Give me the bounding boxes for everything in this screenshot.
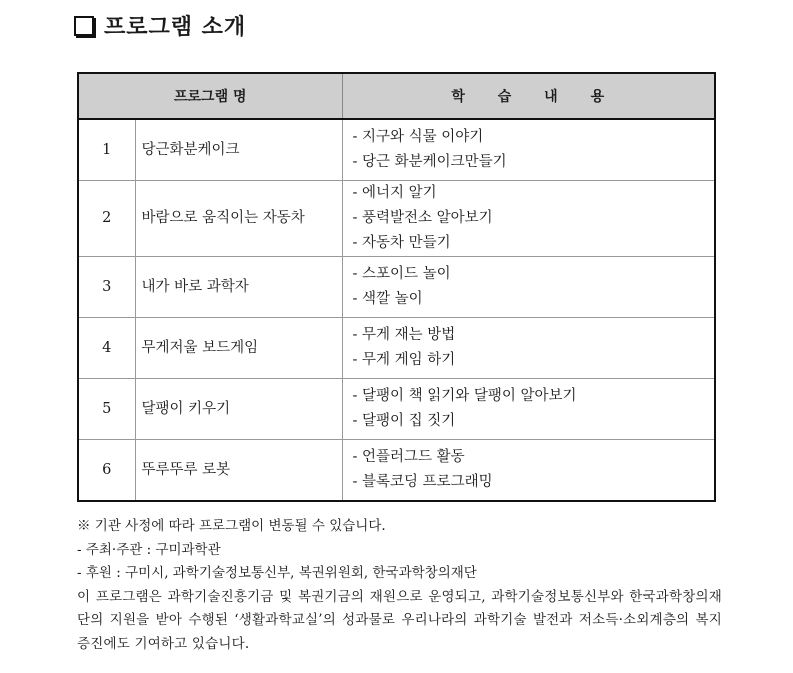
header-learning-content: 학 습 내 용 <box>342 73 715 119</box>
content-line: - 블록코딩 프로그래밍 <box>352 474 493 490</box>
program-table <box>77 72 716 502</box>
row-number: 1 <box>78 119 135 181</box>
notes-section <box>77 515 722 656</box>
row-number: 4 <box>78 318 135 379</box>
organizer-note: - 주최·주관 : 구미과학관 <box>77 541 221 558</box>
header-program-name: 프로그램 명 <box>78 73 342 119</box>
learning-content <box>342 257 715 318</box>
sponsor-note: - 후원 : 구미시, 과학기술정보통신부, 복권위원회, 한국과학창의재단 <box>77 565 477 581</box>
content-line: - 당근 화분케이크만들기 <box>352 154 507 170</box>
table-row <box>78 119 715 181</box>
checkbox-icon <box>74 16 94 36</box>
content-line: - 색깔 놀이 <box>352 291 423 307</box>
learning-content <box>342 379 715 440</box>
row-number: 2 <box>78 181 135 257</box>
program-name: 무게저울 보드게임 <box>135 318 342 379</box>
table-row <box>78 379 715 440</box>
table-row <box>78 318 715 379</box>
learning-content <box>342 119 715 181</box>
content-line: - 달팽이 집 짓기 <box>352 413 456 429</box>
section-title-text: 프로그램 소개 <box>104 15 247 40</box>
row-number: 6 <box>78 440 135 502</box>
content-line: - 무게 게임 하기 <box>352 352 456 368</box>
content-line: - 달팽이 책 읽기와 달팽이 알아보기 <box>352 388 577 404</box>
content-line: - 자동차 만들기 <box>352 235 451 251</box>
program-name: 내가 바로 과학자 <box>135 257 342 318</box>
section-title <box>74 10 246 41</box>
content-line: - 무게 재는 방법 <box>352 327 456 343</box>
content-line: - 풍력발전소 알아보기 <box>352 210 493 226</box>
program-name: 바람으로 움직이는 자동차 <box>135 181 342 257</box>
learning-content <box>342 318 715 379</box>
table-row <box>78 181 715 257</box>
program-name: 달팽이 키우기 <box>135 379 342 440</box>
content-line: - 지구와 식물 이야기 <box>352 129 484 145</box>
learning-content <box>342 440 715 502</box>
program-name: 뚜루뚜루 로봇 <box>135 440 342 502</box>
row-number: 5 <box>78 379 135 440</box>
row-number: 3 <box>78 257 135 318</box>
content-line: - 에너지 알기 <box>352 185 437 201</box>
funding-paragraph: 이 프로그램은 과학기술진흥기금 및 복권기금의 재원으로 운영되고, 과학기술정보통신부와 한국과학창의재단의 지원을 받아 수행된 ‘생활과학교실’의 성과물로 우리나라의 과학기술 발전과 저소득·소외계층의 복지 증진에도 기여하고 있습니다. <box>77 588 722 652</box>
content-line: - 스포이드 놀이 <box>352 266 451 282</box>
program-name: 당근화분케이크 <box>135 119 342 181</box>
learning-content <box>342 181 715 257</box>
content-line: - 언플러그드 활동 <box>352 449 465 465</box>
table-header-row <box>78 73 715 119</box>
disclaimer-note: ※ 기관 사정에 따라 프로그램이 변동될 수 있습니다. <box>77 518 386 534</box>
table-row <box>78 257 715 318</box>
table-row <box>78 440 715 502</box>
